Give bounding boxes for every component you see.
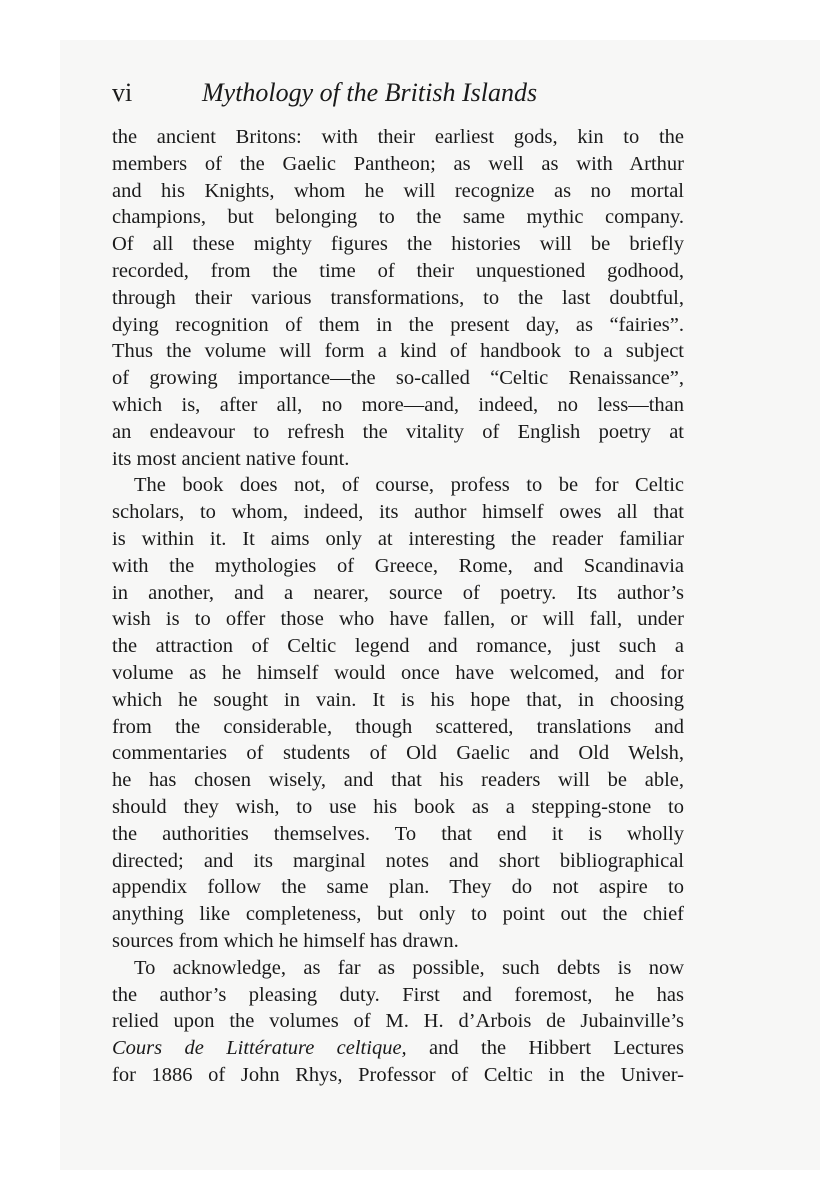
text-line: an endeavour to refresh the vitality of English poetry at xyxy=(112,420,684,443)
text-line: should they wish, to use his book as a stepping-stone to xyxy=(112,795,684,818)
text-line-with-italic-title xyxy=(112,1035,684,1062)
text-line: sources from which he himself has drawn. xyxy=(112,929,459,952)
text-line: wish is to offer those who have fallen, or will fall, under xyxy=(112,608,684,631)
text-line: dying recognition of them in the present day, as “fairies”. xyxy=(112,313,684,336)
text-line: from the considerable, though scattered, translations and xyxy=(112,715,684,738)
text-line: with the mythologies of Greece, Rome, and Scandinavia xyxy=(112,554,684,577)
text-line: he has chosen wisely, and that his readers will be able, xyxy=(112,769,684,792)
running-title: Mythology of the British Islands xyxy=(202,78,538,107)
text-line: To acknowledge, as far as possible, such debts is now xyxy=(134,956,684,979)
text-line: anything like completeness, but only to point out the chief xyxy=(112,903,684,926)
text-line: the attraction of Celtic legend and romance, just such a xyxy=(112,635,684,658)
text-line: which he sought in vain. It is his hope that, in choosing xyxy=(112,688,684,711)
text-line: the ancient Britons: with their earliest gods, kin to the xyxy=(112,126,684,148)
text-line: recorded, from the time of their unquestioned godhood, xyxy=(112,259,684,282)
body-text xyxy=(112,124,684,1089)
text-line: relied upon the volumes of M. H. d’Arbois de Jubainville’s xyxy=(112,1010,684,1033)
text-line: volume as he himself would once have welcomed, and for xyxy=(112,661,684,684)
text-line: Thus the volume will form a kind of handbook to a subject xyxy=(112,340,684,363)
text-line: champions, but belonging to the same mythic company. xyxy=(112,206,684,229)
text-line: the author’s pleasing duty. First and foremost, he has xyxy=(112,983,684,1006)
page-number: vi xyxy=(112,78,133,107)
text-line: appendix follow the same plan. They do not aspire to xyxy=(112,876,684,899)
text-line: members of the Gaelic Pantheon; as well as with Arthur xyxy=(112,152,684,175)
text-fragment: and the Hibbert Lectures xyxy=(406,1037,685,1060)
text-line: The book does not, of course, profess to be for Celtic xyxy=(134,474,684,497)
text-line: commentaries of students of Old Gaelic and Old Welsh, xyxy=(112,742,684,765)
running-header xyxy=(112,76,692,110)
text-line: its most ancient native fount. xyxy=(112,447,350,470)
text-line: in another, and a nearer, source of poetry. Its author’s xyxy=(112,581,684,604)
text-line: is within it. It aims only at interesting the reader familiar xyxy=(112,527,684,550)
text-line: the authorities themselves. To that end it is wholly xyxy=(112,822,684,845)
book-title-italic: Cours de Littérature celtique, xyxy=(112,1037,407,1060)
text-line: of growing importance—the so-called “Celtic Renaissance”, xyxy=(112,367,684,390)
text-line: and his Knights, whom he will recognize as no mortal xyxy=(112,179,684,202)
text-line: through their various transformations, to the last doubtful, xyxy=(112,286,684,309)
text-line: which is, after all, no more—and, indeed, no less—than xyxy=(112,393,684,416)
text-line: Of all these mighty figures the histories will be briefly xyxy=(112,233,684,256)
text-line: directed; and its marginal notes and short bibliographical xyxy=(112,849,684,872)
text-line: for 1886 of John Rhys, Professor of Celtic in the Univer- xyxy=(112,1063,684,1086)
text-line: scholars, to whom, indeed, its author himself owes all that xyxy=(112,501,684,524)
